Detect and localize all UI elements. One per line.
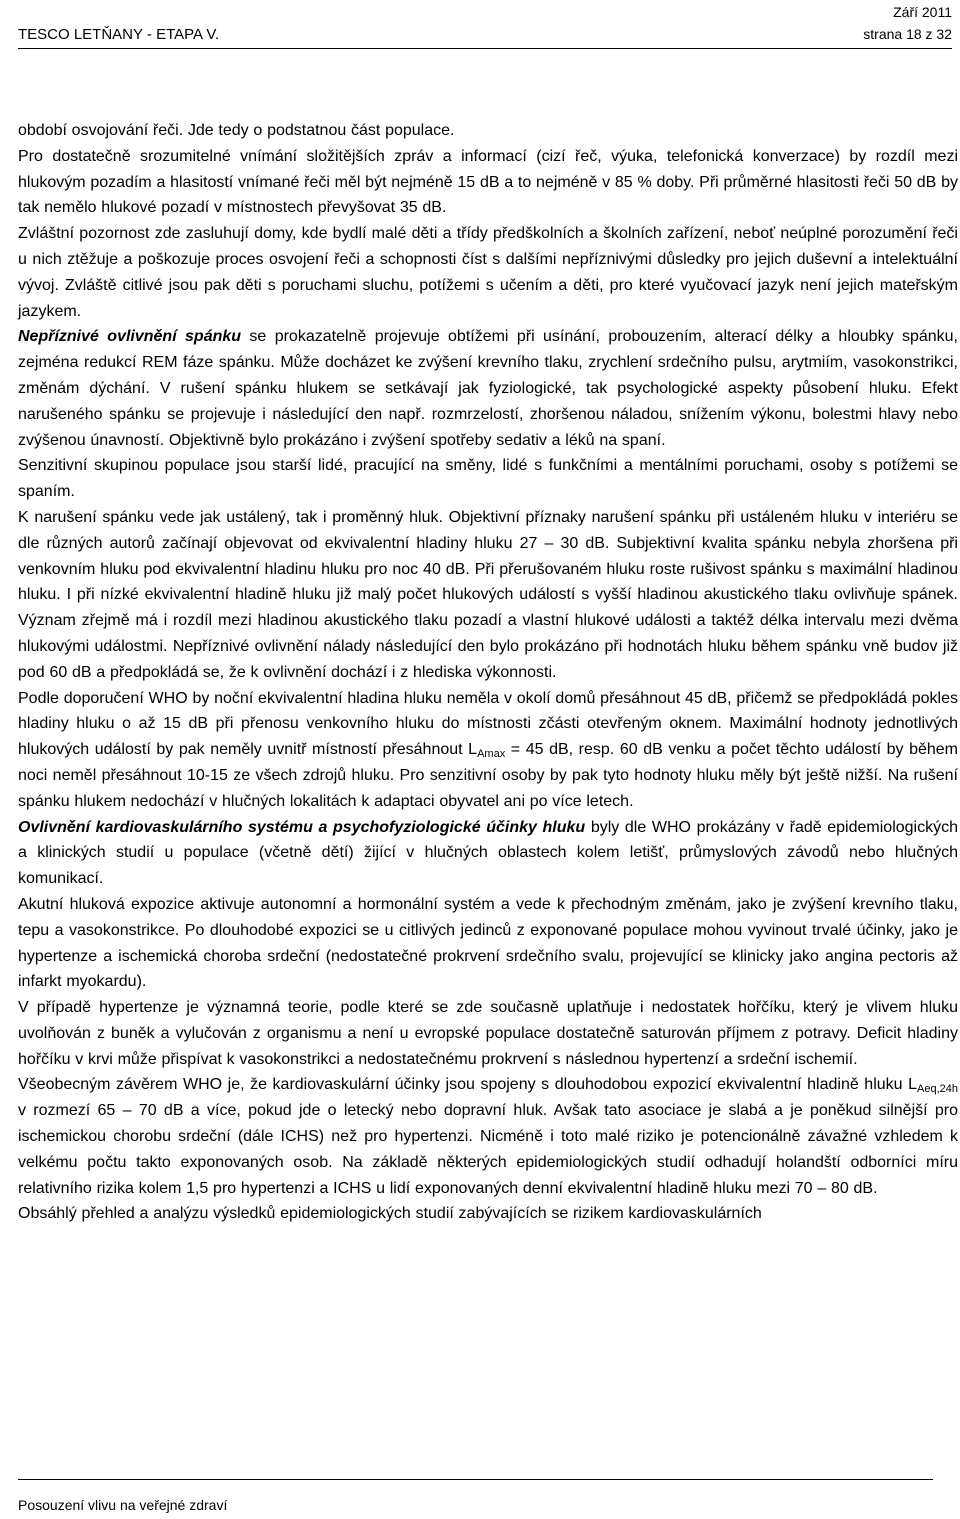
paragraph-text: = 45 dB, resp. 60 dB venku a počet těchto událostí by během noci neměl přesáhnout 10-15 ze všech zdrojů hluku. Pro senzitivní osoby by pak tyto hodnoty hluku měly být ještě nižší. Na rušení spánku hlukem nedochází v hlučných lokalitách k adaptaci obyvatel ani po více letech.: [18, 741, 958, 810]
paragraph: [18, 505, 958, 686]
paragraph-text: období osvojování řeči. Jde tedy o podstatnou část populace.: [18, 122, 455, 139]
emphasis-heading: Ovlivnění kardiovaskulárního systému a psychofyziologické účinky hluku: [18, 818, 586, 836]
paragraph: [18, 221, 958, 324]
paragraph-text: Podle doporučení WHO by noční ekvivalentní hladina hluku neměla v okolí domů přesáhnout 45 dB, přičemž se předpokládá pokles hladiny hluku o až 15 dB při přenosu venkovního hluku do místnosti zčásti otevřeným oknem. Maximální hodnoty jednotlivých hlukových událostí by pak neměly uvnitř místností přesáhnout L: [18, 689, 958, 759]
paragraph: [18, 324, 958, 453]
paragraph-text: Obsáhlý přehled a analýzu výsledků epidemiologických studií zabývajících se rizikem kardiovaskulárních: [18, 1205, 762, 1223]
paragraph: [18, 1072, 958, 1201]
subscript: Amax: [477, 748, 506, 761]
paragraph-text: V případě hypertenze je významná teorie, podle které se zde současně uplatňuje i nedostatek hořčíku, který je vlivem hluku uvolňován z buněk a vylučován z organismu a není u evropské populace dostatečně saturován příjmem z potravy. Deficit hladiny hořčíku v krvi může přispívat k vasokonstrikci a nedostatečnému prokrvení s následnou hypertenzí a srdeční ischemií.: [18, 999, 958, 1068]
paragraph-text: Akutní hluková expozice aktivuje autonomní a hormonální systém a vede k přechodným změnám, jako je zvýšení krevního tlaku, tepu a vasokonstrikce. Po dlouhodobé expozici se u citlivých jedinců z exponované populace mohou vyvinout trvalé účinky, jako je hypertenze a ischemická choroba srdeční (nedostatečné prokrvení srdečního svalu, projevující se klinicky jako angina pectoris až infarkt myokardu).: [18, 895, 958, 991]
document-body: [18, 118, 958, 1227]
paragraph: [18, 892, 958, 995]
paragraph-text: Všeobecným závěrem WHO je, že kardiovaskulární účinky jsou spojeny s dlouhodobou expozicí ekvivalentní hladině hluku L: [18, 1076, 918, 1094]
footer-divider: [18, 1479, 933, 1480]
footer-title: Posouzení vlivu na veřejné zdraví: [18, 1497, 228, 1513]
paragraph-text: byly dle WHO prokázány v řadě epidemiologických a klinických studií u populace (včetně dětí) žijící v hlučných oblastech kolem letišť, průmyslových závodů nebo hlučných komunikací.: [18, 818, 958, 888]
header-date: Září 2011: [893, 4, 952, 20]
paragraph-text: K narušení spánku vede jak ustálený, tak i proměnný hluk. Objektivní příznaky narušení spánku při ustáleném hluku v interiéru se dle různých autorů začínají objevovat od ekvivalentní hladiny hluku 27 – 30 dB. Subjektivní kvalita spánku nebyla zhoršena při venkovním hluku pod ekvivalentní hladinu hluku pro noc 40 dB. Při přerušovaném hluku roste rušivost spánku s maximální hladinou hluku. I při nízké ekvivalentní hladině hluku již malý počet hlukových událostí s vyšší hladinou akustického tlaku ovlivňuje spánek. Význam zřejmě má i rozdíl mezi hladinou akustického tlaku pozadí a vlastní hlukové události a taktéž délka intervalu mezi dvěma hlukovými událostmi. Nepříznivé ovlivnění nálady následující den bylo prokázáno při hodnotách hluku během spánku vně budov již pod 60 dB a předpokládá se, že k ovlivnění dochází i z hlediska výkonnosti.: [18, 508, 958, 681]
header-divider: [18, 48, 952, 49]
paragraph-text: Zvláštní pozornost zde zasluhují domy, kde bydlí malé děti a třídy předškolních a školních zařízení, neboť neúplné porozumění řeči u nich ztěžuje a poškozuje proces osvojení řeči a schopnosti číst s dalšími nepříznivými důsledky pro jejich duševní a intelektuální vývoj. Zvláště citlivé jsou pak děti s poruchami sluchu, potížemi s učením a děti, pro které vyučovací jazyk není jejich mateřským jazykem.: [18, 225, 958, 320]
paragraph: [18, 1201, 958, 1227]
paragraph: [18, 995, 958, 1072]
paragraph: [18, 453, 958, 505]
paragraph-text: v rozmezí 65 – 70 dB a více, pokud jde o letecký nebo dopravní hluk. Avšak tato asociace je slabá a je poněkud silnější pro ischemickou chorobu srdeční (dále ICHS) než pro hypertenzi. Nicméně i toto malé riziko je potencionálně závažné vzhledem k velkému počtu takto exponovaných osob. Na základě některých epidemiologických studií odhadují holandští odborníci míru relativního rizika kolem 1,5 pro hypertenzi a ICHS u lidí exponovaných denní ekvivalentní hladině hluku mezi 70 – 80 dB.: [18, 1102, 958, 1197]
header-project-title: TESCO LETŇANY - ETAPA V.: [18, 26, 220, 43]
paragraph-text: Pro dostatečně srozumitelné vnímání složitějších zpráv a informací (cizí řeč, výuka, telefonická konverzace) by rozdíl mezi hlukovým pozadím a hlasitostí vnímané řeči měl být nejméně 15 dB a to nejméně v 85 % doby. Při průměrné hlasitosti řeči 50 dB by tak nemělo hlukové pozadí v místnostech převyšovat 35 dB.: [18, 147, 958, 217]
paragraph-text: se prokazatelně projevuje obtížemi při usínání, probouzením, alterací délky a hloubky spánku, zejména redukcí REM fáze spánku. Může docházet ke zvýšení krevního tlaku, zrychlení srdečního pulsu, arytmiím, vasokonstrikci, změnám dýchání. V rušení spánku hlukem se setkávají jak fyziologické, tak psychologické aspekty působení hluku. Efekt narušeného spánku se projevuje i následující den např. rozmrzelostí, zhoršenou náladou, snížením výkonu, bolestmi hlavy nebo zvýšenou únavností. Objektivně bylo prokázáno i zvýšení spotřeby sedativ a léků na spaní.: [18, 328, 958, 449]
paragraph: [18, 815, 958, 892]
paragraph: [18, 144, 958, 221]
paragraph: [18, 686, 958, 815]
paragraph-text: Senzitivní skupinou populace jsou starší lidé, pracující na směny, lidé s funkčními a mentálními poruchami, osoby s potížemi se spaním.: [18, 457, 958, 501]
emphasis-heading: Nepříznivé ovlivnění spánku: [18, 328, 242, 346]
header-page-number: strana 18 z 32: [863, 26, 952, 42]
subscript: Aeq,24h: [917, 1083, 958, 1096]
paragraph: [18, 118, 958, 144]
